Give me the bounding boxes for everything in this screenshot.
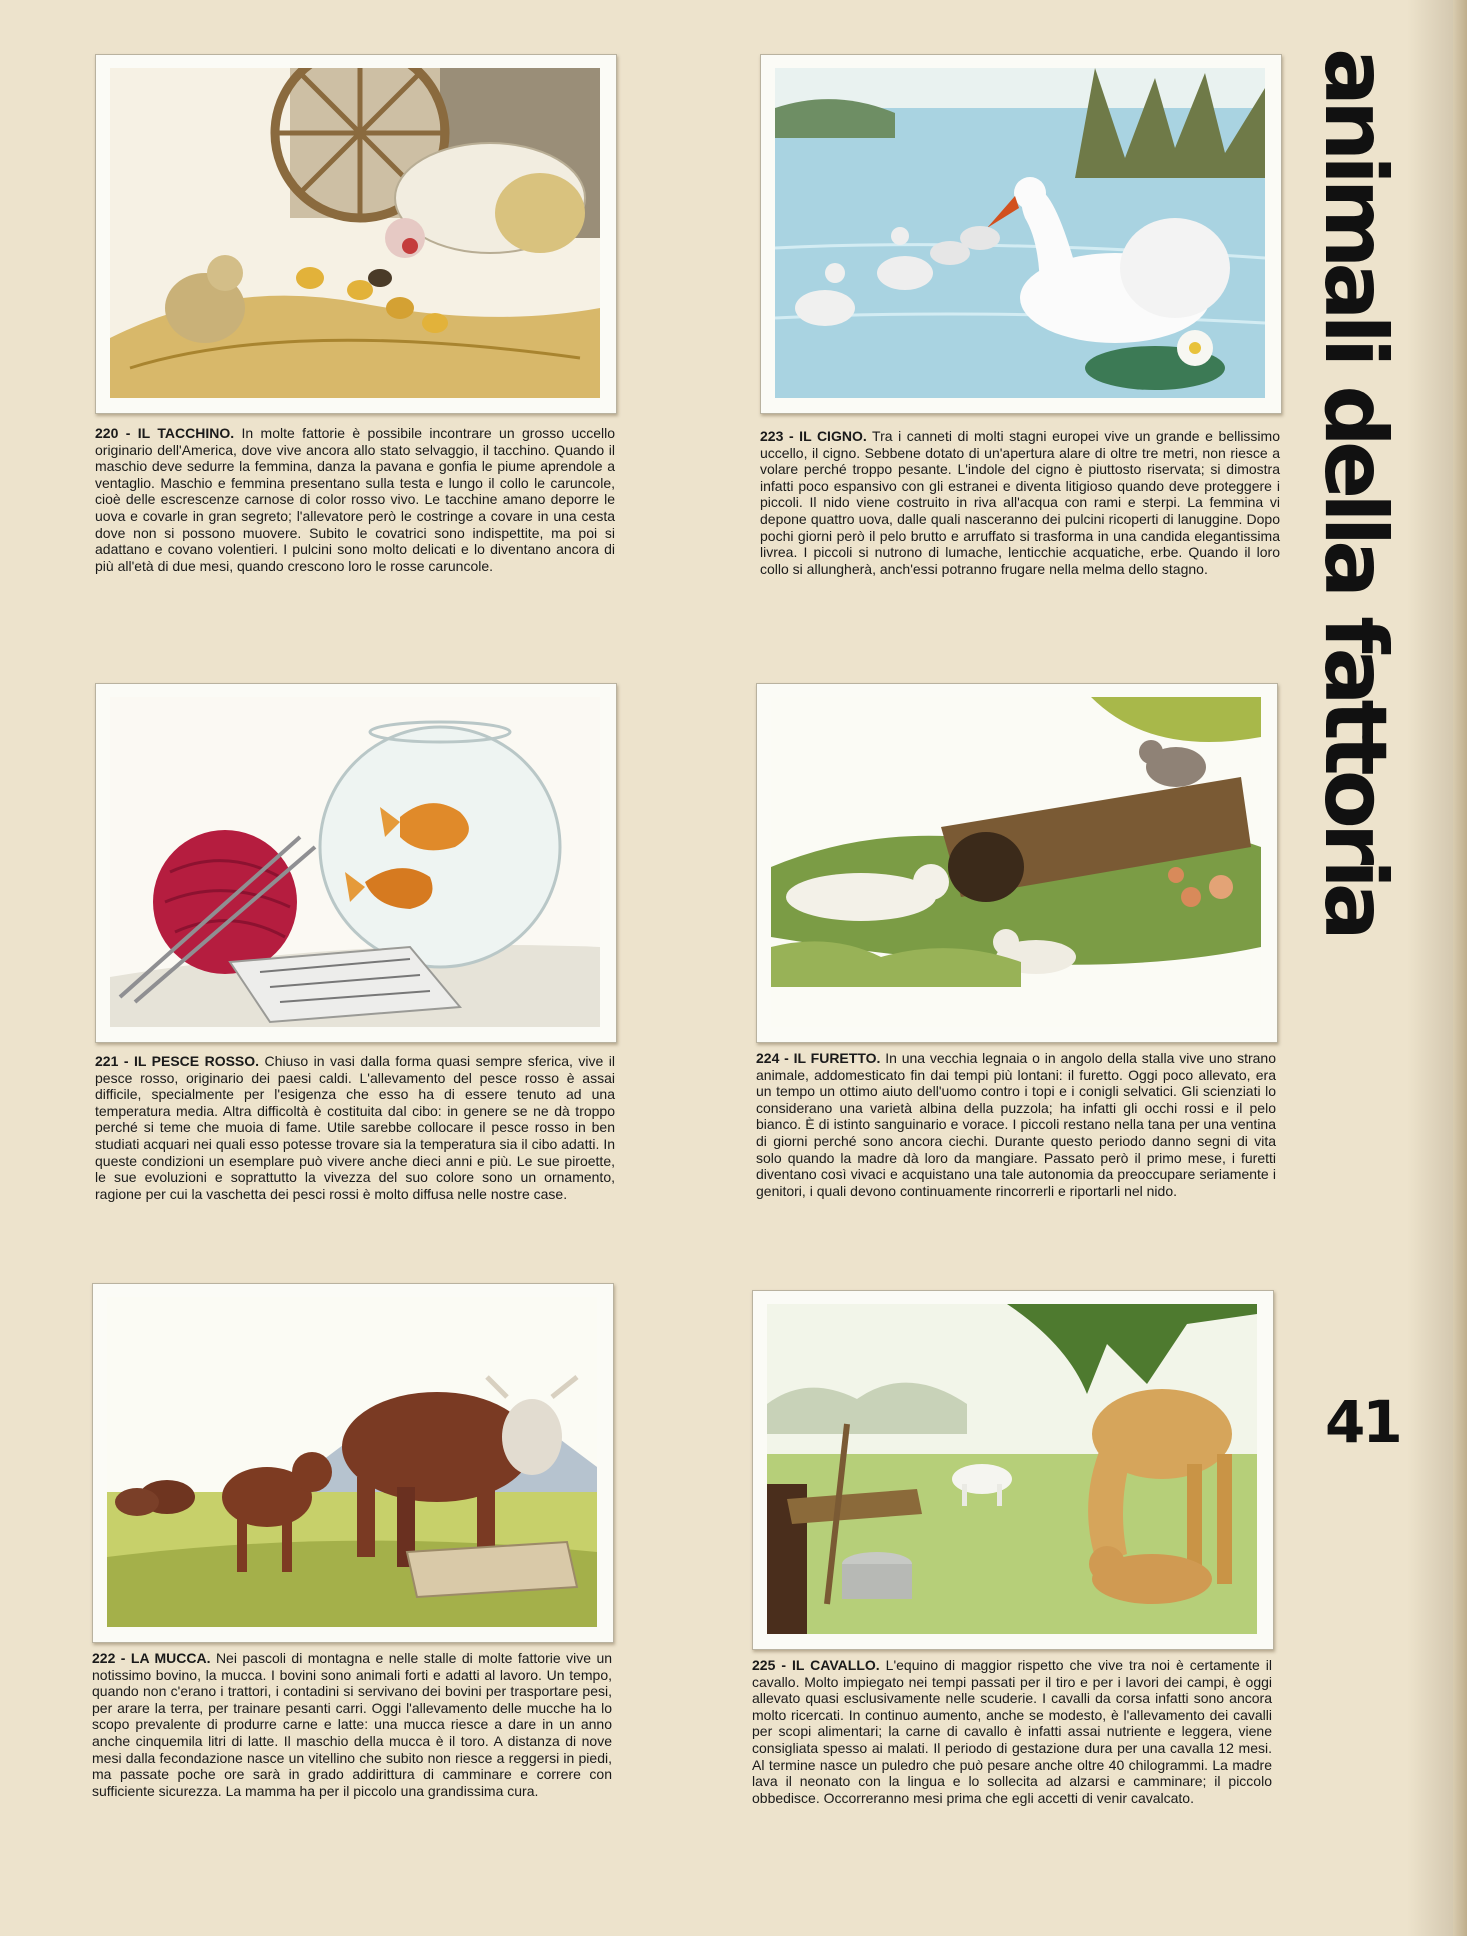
swan-illustration xyxy=(775,68,1265,398)
caption-turkey xyxy=(95,425,615,574)
turkey-illustration xyxy=(110,68,600,398)
card-cow xyxy=(92,1283,614,1643)
caption-text: Tra i canneti di molti stagni europei vive un grande e bellissimo uccello, il cigno. Sebbene dotato di un'apertura alare di oltre tre metri, non riesce a volare perché troppo pesante. L'indole del cigno è piuttosto riservata; si dimostra infatti poco espansivo con gli estranei e diventa litigioso quando deve proteggere i piccoli. Il nido viene costruito in riva all'acqua con rami e sterpi. La femmina vi depone quattro uova, dalle quali nasceranno dei pulcini ricoperti di lanuggine. Dopo pochi giorni però il pelo brutto e arruffato si trasforma in una candida elegantissima livrea. I piccoli si nutrono di lumache, lenticchie acquatiche, erbe. Quando il loro collo si allungherà, anch'essi potranno frugare nella melma dello stagno. xyxy=(760,428,1280,577)
caption-cow xyxy=(92,1650,612,1799)
caption-title: 223 - IL CIGNO. xyxy=(760,428,867,444)
horse-illustration xyxy=(767,1304,1257,1634)
caption-text: Nei pascoli di montagna e nelle stalle di molte fattorie vive un notissimo bovino, la mucca. I bovini sono animali forti e adatti al lavoro. Un tempo, quando non c'erano i trattori, i contadini si servivano dei bovini per trasportare pesi, per arare la terra, per trainare pesanti carri. Oggi l'allevamento delle mucche ha lo scopo prevalente di produrre carne e latte: una mucca riesce a dare in un anno anche cinquemila litri di latte. Il maschio della mucca è il toro. A distanza di nove mesi dalla fecondazione nasce un vitellino che subito non riesce a reggersi in piedi, ma passate poche ore sarà in grado addirittura di camminare e correre con sufficiente sicurezza. La mamma ha per il piccolo una grandissima cura. xyxy=(92,1650,613,1799)
caption-title: 222 - LA MUCCA. xyxy=(92,1650,211,1666)
caption-text: In molte fattorie è possibile incontrare un grosso uccello originario dell'America, dove vive ancora allo stato selvaggio, il tacchino. Quando il maschio deve sedurre la femmina, danza la pavana e gonfia le piume aprendole a ventaglio. Maschio e femmina presentano sulla testa e lungo il collo le caruncole, cioè delle escrescenze carnose di color rosso vivo. Le tacchine amano deporre le uova e covarle in gran segreto; l'allevatore però le costringe a covare in una cesta dove non si possono muovere. Subito le covatrici sono indispettite, ma poi si adattano e covano volentieri. I pulcini sono molto delicati e lo diventano ancora di più all'età di due mesi, quando crescono loro le rosse caruncole. xyxy=(95,425,615,574)
caption-title: 220 - IL TACCHINO. xyxy=(95,425,235,441)
card-goldfish xyxy=(95,683,617,1043)
page-number: 41 xyxy=(1325,1388,1400,1456)
card-turkey xyxy=(95,54,617,414)
ferret-illustration xyxy=(771,697,1261,1027)
card-ferret xyxy=(756,683,1278,1043)
caption-text: L'equino di maggior rispetto che vive tra noi è certamente il cavallo. Molto impiegato nei tempi passati per il tiro e per i lavori dei campi, è oggi allevato quasi esclusivamente nelle scuderie. I cavalli da corsa infatti sono ancora molto ricercati. In continuo aumento, anche se modesto, è l'allevamento dei cavalli per scopi alimentari; la carne di cavallo è infatti assai nutriente e leggera, viene consigliata spesso ai malati. Il periodo di gestazione dura per una cavalla 12 mesi. Al termine nasce un puledro che può pesare anche oltre 40 chilogrammi. La madre lava il neonato con la lingua e lo sollecita ad alzarsi e camminare; il piccolo obbedisce. Occorreranno mesi prima che egli accetti di venir cavalcato. xyxy=(752,1657,1273,1806)
caption-title: 225 - IL CAVALLO. xyxy=(752,1657,880,1673)
caption-text: In una vecchia legnaia o in angolo della stalla vive uno strano animale, addomesticato fin dai tempi più lontani: il furetto. Oggi poco allevato, era un tempo un ottimo aiuto dell'uomo contro i topi e i conigli selvatici. Gli scienziati lo considerano una varietà albina della puzzola; ha infatti gli occhi rossi e il pelo bianco. È di istinto sanguinario e vorace. I piccoli restano nella tana per una ventina di giorni perché sono ancora ciechi. Durante questo periodo danno segni di vita solo quando la madre dà loro da mangiare. Passato però il primo mese, i furetti diventano così vivaci e acquistano una tale autonomia da preoccupare seriamente i genitori, i quali devono continuamente rincorrerli e riportarli nel nido. xyxy=(756,1050,1276,1199)
goldfish-illustration xyxy=(110,697,600,1027)
caption-text: Chiuso in vasi dalla forma quasi sempre sferica, vive il pesce rosso, originario dei paesi caldi. L'allevamento del pesce rosso è assai difficile, specialmente per l'esigenza che esso ha di essere tenuto ad una temperatura media. Altra difficoltà è costituita dal cibo: in genere se ne dà troppo perché si teme che muoia di fame. Utile sarebbe collocare il pesce rosso in ben studiati acquari nei quali esso potesse trovare sia la temperatura sia il cibo adatti. In queste condizioni un esemplare può vivere anche dieci anni e più. Le sue piroette, le sue evoluzioni e soprattutto la vivezza del suo colore sono un ornamento, ragione per cui la vaschetta dei pesci rossi è molto diffusa nelle nostre case. xyxy=(95,1053,616,1202)
card-horse xyxy=(752,1290,1274,1650)
page-fold xyxy=(1453,0,1467,1936)
caption-title: 224 - IL FURETTO. xyxy=(756,1050,881,1066)
cow-illustration xyxy=(107,1297,597,1627)
caption-goldfish xyxy=(95,1053,615,1202)
caption-title: 221 - IL PESCE ROSSO. xyxy=(95,1053,260,1069)
caption-ferret xyxy=(756,1050,1276,1199)
card-swan xyxy=(760,54,1282,414)
caption-horse xyxy=(752,1657,1272,1806)
caption-swan xyxy=(760,428,1280,577)
section-title: animali della fattoria xyxy=(1305,48,1405,935)
